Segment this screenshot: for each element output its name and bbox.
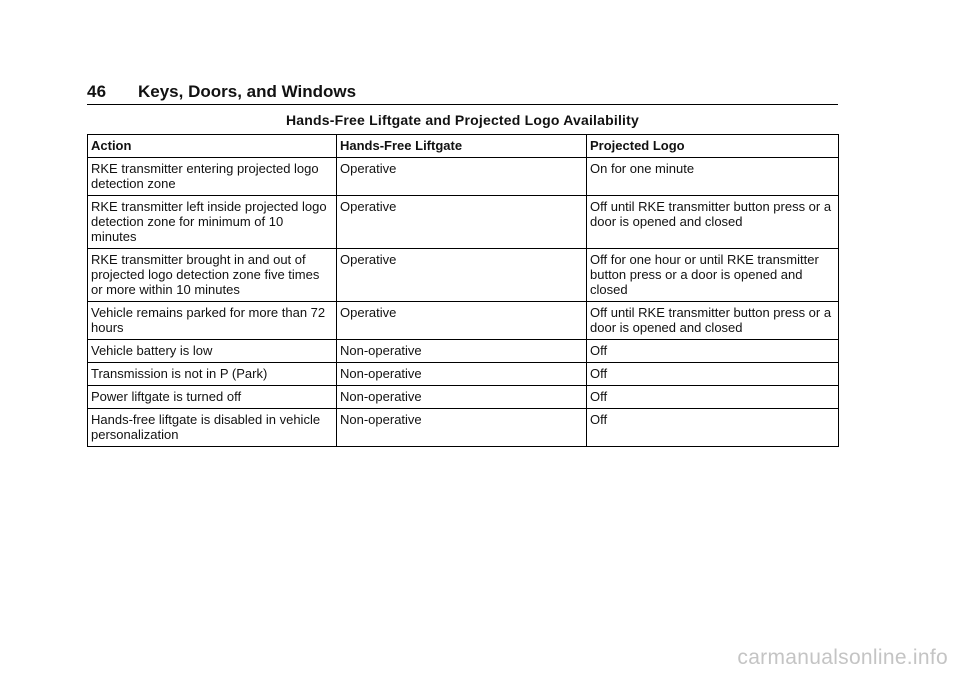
cell-projected-logo: Off for one hour or until RKE transmitter button press or a door is opened and closed bbox=[587, 249, 839, 302]
cell-liftgate: Non-operative bbox=[337, 363, 587, 386]
cell-liftgate: Operative bbox=[337, 302, 587, 340]
cell-liftgate: Non-operative bbox=[337, 386, 587, 409]
cell-action: RKE transmitter entering projected logo detection zone bbox=[88, 158, 337, 196]
table-row bbox=[88, 409, 839, 447]
cell-action: Vehicle battery is low bbox=[88, 340, 337, 363]
cell-action: RKE transmitter left inside projected logo detection zone for minimum of 10 minutes bbox=[88, 196, 337, 249]
cell-action: Vehicle remains parked for more than 72 hours bbox=[88, 302, 337, 340]
page-number: 46 bbox=[87, 82, 107, 101]
cell-liftgate: Operative bbox=[337, 249, 587, 302]
column-header-liftgate: Hands-Free Liftgate bbox=[337, 135, 587, 158]
table-row bbox=[88, 302, 839, 340]
page-header bbox=[87, 82, 838, 105]
table-header-row bbox=[88, 135, 839, 158]
cell-projected-logo: On for one minute bbox=[587, 158, 839, 196]
cell-action: Power liftgate is turned off bbox=[88, 386, 337, 409]
cell-liftgate: Operative bbox=[337, 196, 587, 249]
cell-projected-logo: Off until RKE transmitter button press or a door is opened and closed bbox=[587, 196, 839, 249]
table-row bbox=[88, 196, 839, 249]
column-header-action: Action bbox=[88, 135, 337, 158]
cell-projected-logo: Off until RKE transmitter button press or a door is opened and closed bbox=[587, 302, 839, 340]
cell-liftgate: Operative bbox=[337, 158, 587, 196]
table-row bbox=[88, 386, 839, 409]
cell-projected-logo: Off bbox=[587, 409, 839, 447]
availability-table bbox=[87, 134, 839, 447]
section-title: Keys, Doors, and Windows bbox=[138, 82, 357, 101]
cell-projected-logo: Off bbox=[587, 340, 839, 363]
table-row bbox=[88, 340, 839, 363]
cell-action: Transmission is not in P (Park) bbox=[88, 363, 337, 386]
table-row bbox=[88, 249, 839, 302]
cell-liftgate: Non-operative bbox=[337, 409, 587, 447]
cell-liftgate: Non-operative bbox=[337, 340, 587, 363]
cell-action: Hands-free liftgate is disabled in vehicle personalization bbox=[88, 409, 337, 447]
column-header-projected-logo: Projected Logo bbox=[587, 135, 839, 158]
table-row bbox=[88, 158, 839, 196]
cell-action: RKE transmitter brought in and out of projected logo detection zone five times or more within 10 minutes bbox=[88, 249, 337, 302]
cell-projected-logo: Off bbox=[587, 363, 839, 386]
watermark: carmanualsonline.info bbox=[737, 646, 948, 669]
cell-projected-logo: Off bbox=[587, 386, 839, 409]
table-row bbox=[88, 363, 839, 386]
table-caption: Hands-Free Liftgate and Projected Logo Availability bbox=[286, 112, 639, 128]
